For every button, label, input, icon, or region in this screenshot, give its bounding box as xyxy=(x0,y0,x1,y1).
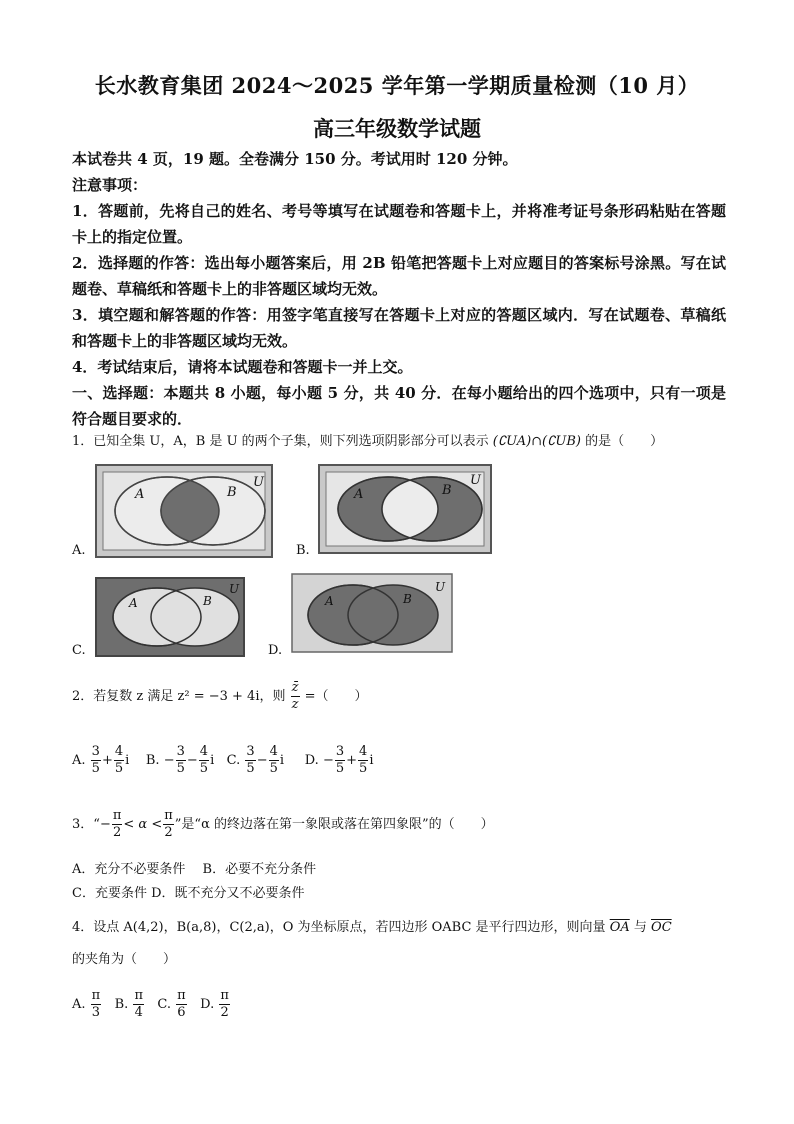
q4-stem-text: 4．设点 A(4,2)，B(a,8)，C(2,a)，O 为坐标原点，若四边形 OABC 是平行四边形，则向量 xyxy=(72,920,606,935)
q4-option-d[interactable]: D. $\frac{\pi}{2}$ xyxy=(200,988,229,1020)
venn-c-label-u: U xyxy=(229,582,240,596)
venn-diagram-d xyxy=(291,573,453,653)
q2-stem-text: 2．若复数 z 满足 z² = −3 + 4i，则 xyxy=(72,689,286,704)
q1-option-b[interactable]: B. xyxy=(296,543,310,558)
venn-c-label-a: A xyxy=(129,596,138,610)
q2-option-c[interactable]: C. $\frac{3}{5}$ − $\frac{4}{5}$ i xyxy=(226,744,285,776)
q2-option-d[interactable]: D. − $\frac{3}{5}$ + $\frac{4}{5}$ i xyxy=(304,744,374,776)
notice-heading: 注意事项： xyxy=(72,176,148,194)
venn-d-label-a: A xyxy=(325,594,334,608)
q2-frac-num: z̄ xyxy=(291,680,299,695)
notice-item-2: 2．选择题的作答：选出每小题答案后，用 2B 铅笔把答题卡上对应题目的答案标号涂黑。写在试题卷、草稿纸和答题卡上的非答题区域均无效。 xyxy=(72,254,726,298)
venn-b-label-u: U xyxy=(470,473,481,488)
q3-options-ab[interactable]: A．充分不必要条件 B．必要不充分条件 xyxy=(72,862,317,877)
notice-item-1: 1．答题前，先将自己的姓名、考号等填写在试题卷和答题卡上，并将准考证号条形码粘贴在答题卡上的指定位置。 xyxy=(72,202,726,246)
q3-stem-tail: ”是“α 的终边落在第一象限或落在第四象限”的（ ） xyxy=(174,817,494,832)
q4-option-c[interactable]: C. $\frac{\pi}{6}$ xyxy=(157,988,186,1020)
venn-diagram-a xyxy=(95,464,275,560)
q3-neg: − xyxy=(99,817,111,832)
venn-diagram-b xyxy=(318,464,494,556)
venn-a-label-b: B xyxy=(227,485,237,500)
q4-option-b[interactable]: B. $\frac{\pi}{4}$ xyxy=(114,988,143,1020)
notice-item-3: 3．填空题和解答题的作答：用签字笔直接写在答题卡上对应的答题区域内．写在试题卷、草稿纸和答题卡上的非答题区域均无效。 xyxy=(72,306,726,350)
q2-stem-tail: =（ ） xyxy=(304,689,368,704)
q3-inequality: < α < xyxy=(123,817,163,832)
venn-b-label-b: B xyxy=(442,483,452,498)
question-4-stem xyxy=(72,918,732,938)
q1-option-c[interactable]: C. xyxy=(72,643,86,658)
q3-frac-left: $\frac{\pi}{2}$ xyxy=(112,808,122,840)
q4-option-a[interactable]: A. $\frac{\pi}{3}$ xyxy=(72,988,101,1020)
q1-stem-text: 1．已知全集 U，A，B 是 U 的两个子集，则下列选项阴影部分可以表示 xyxy=(72,434,489,449)
q3-options-cd[interactable]: C．充要条件 D．既不充分又不必要条件 xyxy=(72,886,305,901)
venn-a-label-u: U xyxy=(253,475,264,490)
q4-vector-oc: $\overline{OC}$ xyxy=(651,920,672,935)
exam-title: 长水教育集团 2024～2025 学年第一学期质量检测（10 月） xyxy=(94,73,700,98)
q1-option-a[interactable]: A. xyxy=(72,543,86,558)
venn-diagram-c xyxy=(95,577,245,657)
question-3-stem xyxy=(72,808,732,841)
q2-frac-den: z xyxy=(291,697,299,712)
q2-option-b[interactable]: B. − $\frac{3}{5}$ − $\frac{4}{5}$ i xyxy=(145,744,215,776)
exam-subtitle: 高三年级数学试题 xyxy=(313,116,481,141)
q2-fraction xyxy=(291,680,300,713)
venn-c-label-b: B xyxy=(203,594,212,608)
q4-and: 与 xyxy=(633,920,647,935)
q1-option-d[interactable]: D. xyxy=(268,643,283,658)
venn-b-label-a: A xyxy=(354,487,364,502)
q1-expression: (∁UA)∩(∁UB) xyxy=(492,434,581,449)
q4-options xyxy=(72,988,231,1021)
q3-number: 3． xyxy=(72,817,94,832)
question-2-stem xyxy=(72,680,732,713)
q2-options xyxy=(72,744,374,777)
q2-option-a[interactable]: A. $\frac{3}{5}$ + $\frac{4}{5}$ i xyxy=(72,744,130,776)
question-1-stem xyxy=(72,432,732,452)
q3-open-quote: “ xyxy=(93,817,100,832)
venn-a-label-a: A xyxy=(135,487,145,502)
intro-line: 本试卷共 4 页，19 题。全卷满分 150 分。考试用时 120 分钟。 xyxy=(72,150,518,168)
section-heading: 一、选择题：本题共 8 小题，每小题 5 分，共 40 分．在每小题给出的四个选项中，只有一项是符合题目要求的． xyxy=(72,384,726,428)
venn-d-label-u: U xyxy=(435,580,446,594)
q4-stem-tail: 的夹角为（ ） xyxy=(72,952,177,967)
q4-vector-oa: $\overline{OA}$ xyxy=(609,920,630,935)
venn-d-label-b: B xyxy=(403,592,412,606)
q3-frac-right: $\frac{\pi}{2}$ xyxy=(164,808,173,840)
notice-item-4: 4．考试结束后，请将本试题卷和答题卡一并上交。 xyxy=(72,358,413,376)
q1-stem-tail: 的是（ ） xyxy=(585,434,664,449)
